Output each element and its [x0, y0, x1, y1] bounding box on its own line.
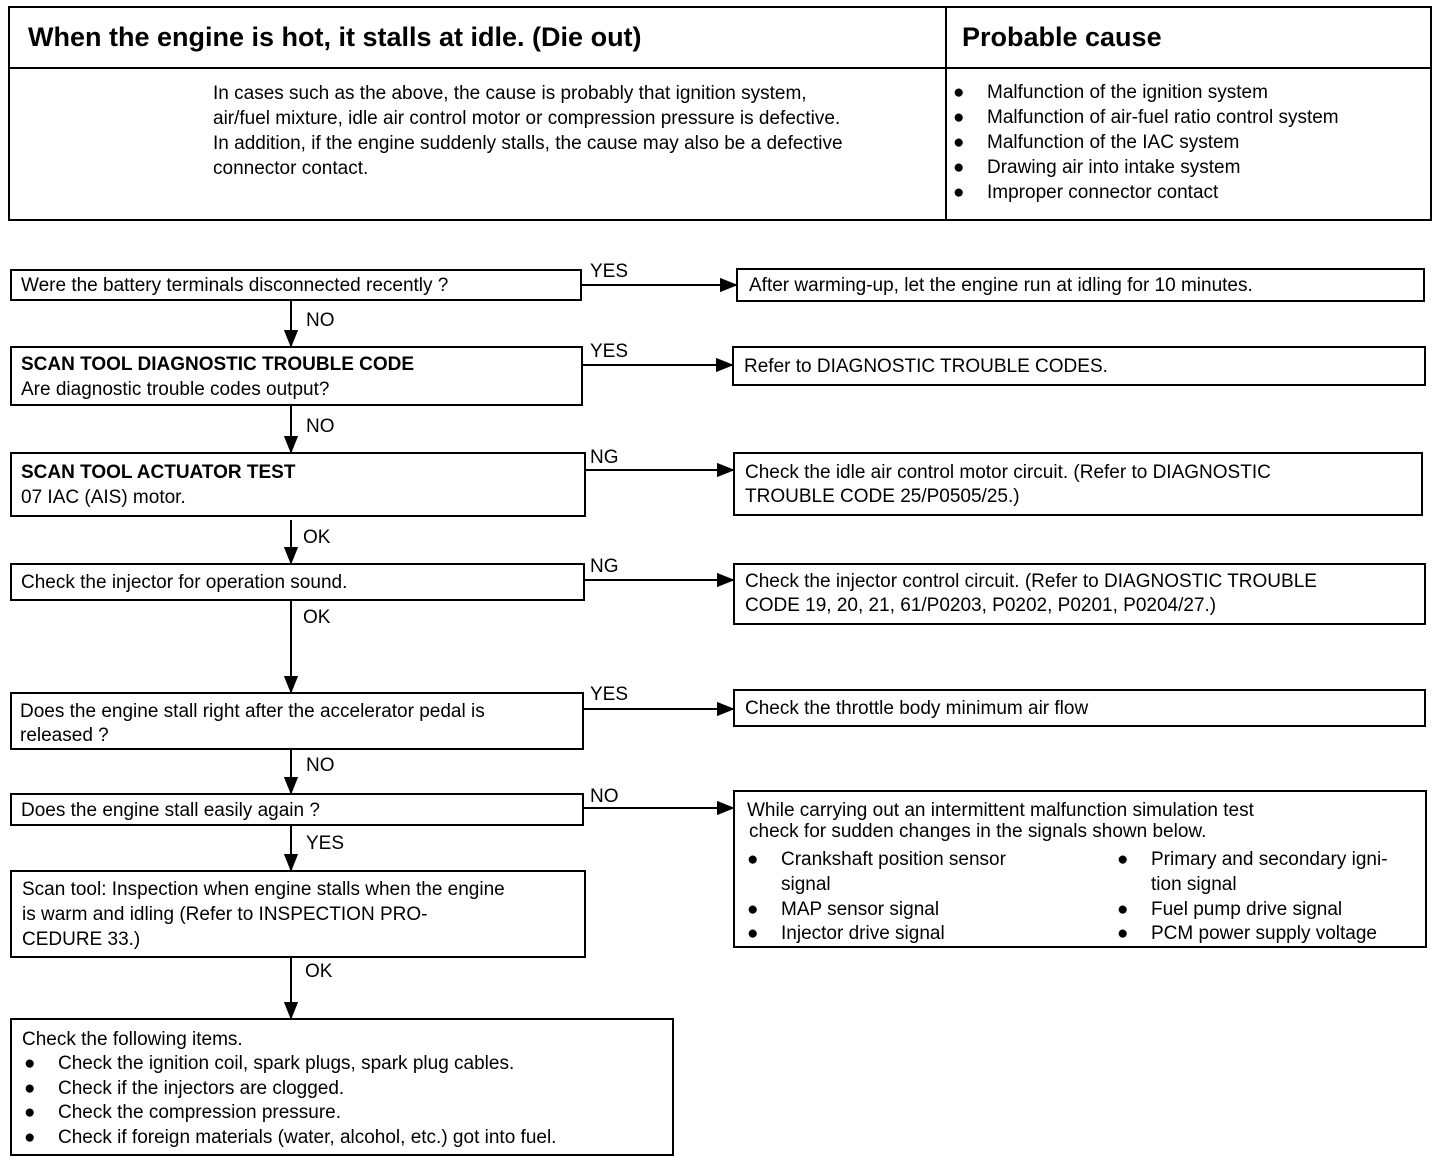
step-injector-sound — [10, 563, 585, 601]
label-ng: NG — [590, 447, 619, 468]
step-actuator-test — [10, 452, 586, 517]
step-text: released ? — [20, 725, 109, 746]
label-no: NO — [306, 755, 335, 776]
description-line: connector contact. — [213, 158, 369, 179]
bullet-icon: ● — [1117, 849, 1129, 870]
bullet-icon: ● — [747, 849, 759, 870]
step-stall-again — [10, 793, 584, 826]
cause-item: ● Malfunction of the ignition system — [953, 82, 1268, 103]
step-text: CEDURE 33.) — [22, 929, 141, 950]
step-text: Were the battery terminals disconnected recently ? — [21, 275, 449, 296]
bullet-icon: ● — [24, 1078, 36, 1099]
label-yes: YES — [306, 833, 345, 854]
signal-item-cont: signal — [781, 874, 831, 895]
step-final-checks — [10, 1018, 674, 1156]
bullet-icon: ● — [747, 923, 759, 944]
label-ok: OK — [303, 607, 331, 628]
step-text: Does the engine stall right after the accelerator pedal is — [20, 701, 485, 722]
label-no: NO — [590, 786, 619, 807]
result-text: After warming-up, let the engine run at idling for 10 minutes. — [749, 275, 1253, 296]
bullet-icon: ● — [24, 1127, 36, 1148]
description-line: In cases such as the above, the cause is probably that ignition system, — [213, 83, 807, 104]
label-no: NO — [306, 416, 335, 437]
step-pedal-stall — [10, 692, 584, 750]
description-line: air/fuel mixture, idle air control motor or compression pressure is defective. — [213, 108, 841, 129]
result-throttle-airflow — [733, 689, 1426, 727]
result-text: Check the throttle body minimum air flow — [745, 698, 1089, 719]
bullet-icon: ● — [953, 157, 965, 178]
check-item: ● Check if foreign materials (water, alcohol, etc.) got into fuel. — [24, 1127, 557, 1148]
cause-title: Probable cause — [962, 22, 1162, 52]
signal-item: ● MAP sensor signal — [747, 899, 940, 920]
step-text: 07 IAC (AIS) motor. — [21, 487, 186, 508]
step-scan-tool-dtc — [10, 346, 583, 406]
bullet-icon: ● — [953, 82, 965, 103]
bullet-icon: ● — [1117, 923, 1129, 944]
label-yes: YES — [590, 261, 629, 282]
step-text: Check the injector for operation sound. — [21, 572, 348, 593]
signal-item: ● Fuel pump drive signal — [1117, 899, 1343, 920]
bullet-icon: ● — [24, 1053, 36, 1074]
result-iac-circuit — [733, 452, 1423, 516]
signal-item: ● Primary and secondary igni- — [1117, 849, 1388, 870]
bullet-icon: ● — [953, 182, 965, 203]
label-yes: YES — [590, 684, 629, 705]
signal-item-cont: tion signal — [1151, 874, 1237, 895]
cause-item: ● Malfunction of air-fuel ratio control system — [953, 107, 1339, 128]
label-no: NO — [306, 310, 335, 331]
check-item: ● Check the compression pressure. — [24, 1102, 342, 1123]
bullet-icon: ● — [953, 132, 965, 153]
cause-item: ● Malfunction of the IAC system — [953, 132, 1240, 153]
label-yes: YES — [590, 341, 629, 362]
result-text: Check the injector control circuit. (Refer to DIAGNOSTIC TROUBLE — [745, 571, 1317, 592]
step-scan-inspection — [10, 870, 586, 958]
check-item: ● Check the ignition coil, spark plugs, spark plug cables. — [24, 1053, 515, 1074]
result-text: While carrying out an intermittent malfunction simulation test — [747, 800, 1254, 821]
signal-item: ● Injector drive signal — [747, 923, 945, 944]
result-refer-dtc — [732, 346, 1426, 386]
cause-item: ● Improper connector contact — [953, 182, 1219, 203]
label-ok: OK — [303, 527, 331, 548]
symptom-title: When the engine is hot, it stalls at idle. (Die out) — [28, 22, 642, 52]
bullet-icon: ● — [747, 899, 759, 920]
description-line: In addition, if the engine suddenly stalls, the cause may also be a defective — [213, 133, 843, 154]
result-intermittent-test — [733, 790, 1427, 948]
result-text: Refer to DIAGNOSTIC TROUBLE CODES. — [744, 356, 1108, 377]
cause-item: ● Drawing air into intake system — [953, 157, 1241, 178]
signal-item: ● PCM power supply voltage — [1117, 923, 1377, 944]
step-title: SCAN TOOL ACTUATOR TEST — [21, 462, 296, 483]
result-text: Check the idle air control motor circuit. (Refer to DIAGNOSTIC — [745, 462, 1271, 483]
step-text: Check the following items. — [22, 1029, 243, 1050]
step-text: Does the engine stall easily again ? — [21, 800, 320, 821]
bullet-icon: ● — [1117, 899, 1129, 920]
label-ng: NG — [590, 556, 619, 577]
signal-item: ● Crankshaft position sensor — [747, 849, 1006, 870]
step-text: Are diagnostic trouble codes output? — [21, 379, 330, 400]
result-warm-idle — [736, 268, 1425, 302]
result-text: CODE 19, 20, 21, 61/P0203, P0202, P0201, P0204/27.) — [745, 595, 1217, 616]
check-item: ● Check if the injectors are clogged. — [24, 1078, 345, 1099]
step-title: SCAN TOOL DIAGNOSTIC TROUBLE CODE — [21, 354, 415, 375]
step-text: is warm and idling (Refer to INSPECTION PRO- — [22, 904, 428, 925]
bullet-icon: ● — [24, 1102, 36, 1123]
step-battery-disconnected — [10, 269, 582, 301]
result-injector-circuit — [733, 563, 1426, 625]
result-text: check for sudden changes in the signals shown below. — [749, 821, 1207, 842]
bullet-icon: ● — [953, 107, 965, 128]
step-text: Scan tool: Inspection when engine stalls when the engine — [22, 879, 505, 900]
label-ok: OK — [305, 961, 333, 982]
result-text: TROUBLE CODE 25/P0505/25.) — [745, 486, 1020, 507]
